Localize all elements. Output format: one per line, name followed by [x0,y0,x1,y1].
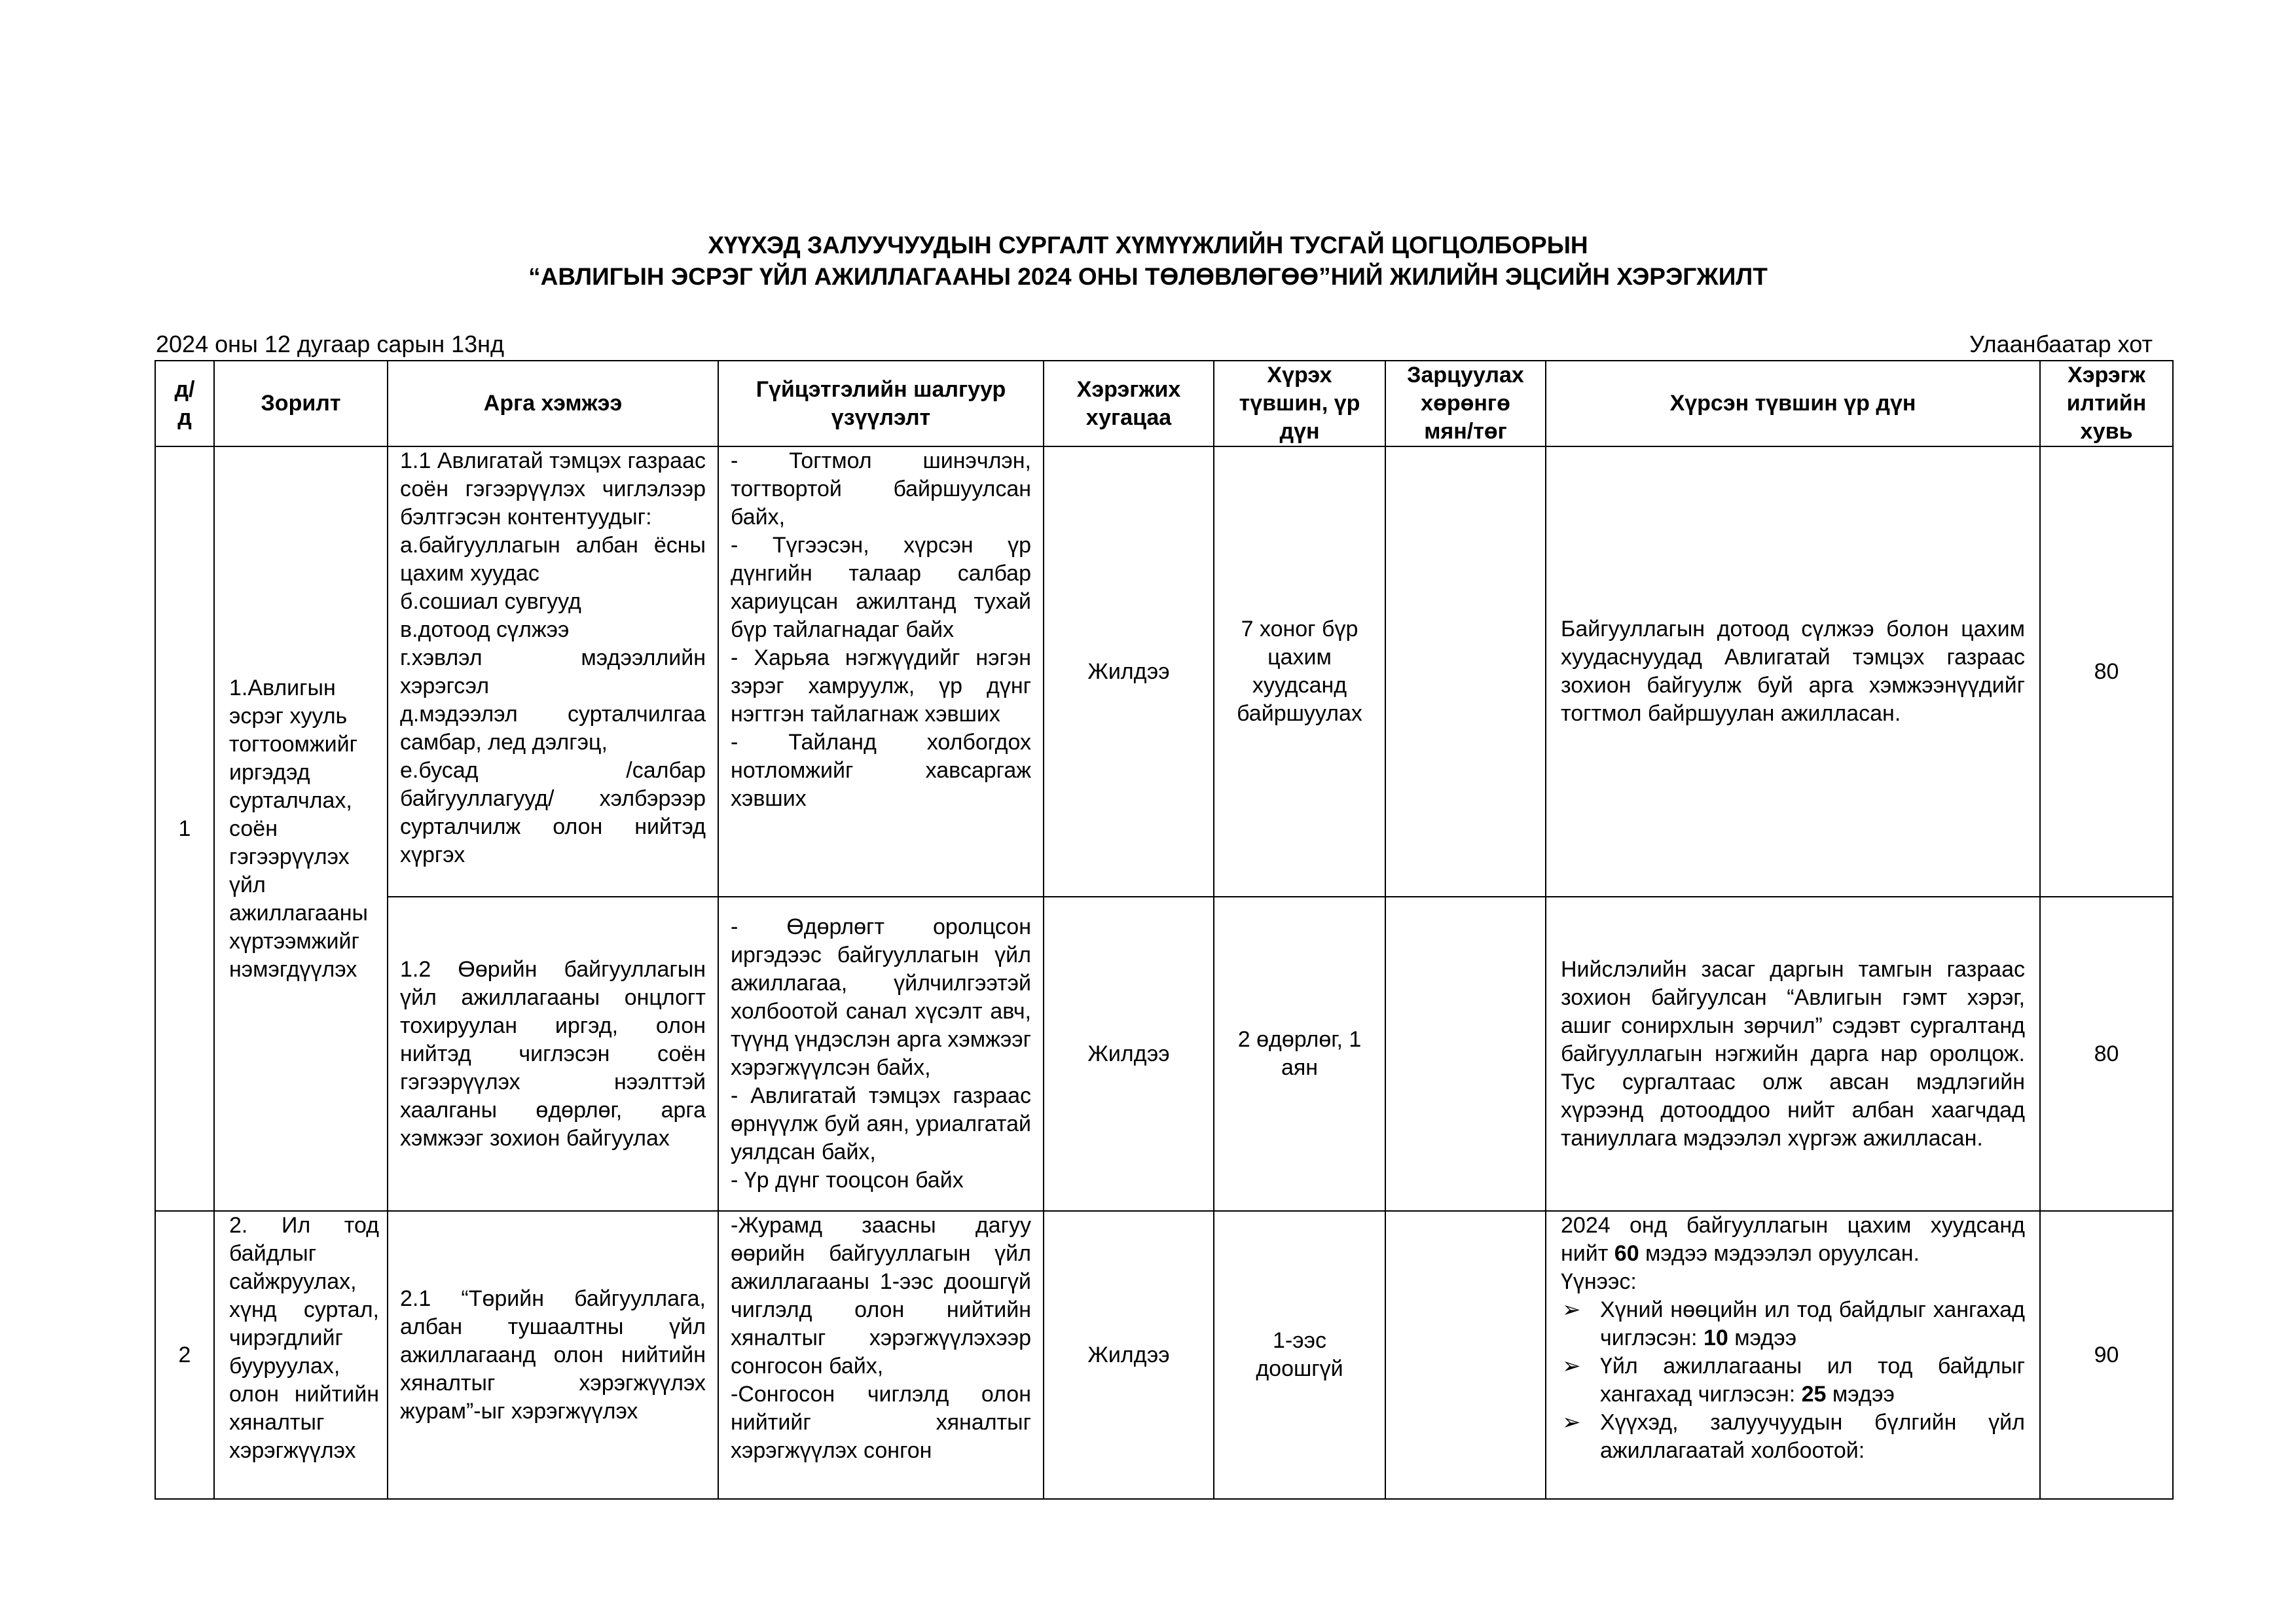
header-budget: Зарцуулах хөрөнгө мян/төг [1385,361,1546,446]
result-list [1561,1296,2025,1465]
criteria-cell: - Тогтмол шинэчлэн, тогтвортой байршуулсан байх, - Түгээсэн, хүрсэн үр дүнгийн талаар салбар хариуцсан ажилтанд тухай бүр тайлагнадаг байх - Харьяа нэгжүүдийг нэгэн зэрэг хамруулж, үр дүнг нэгтгэн тайлагнаж хэвших - Тайланд холбогдох нотломжийг хавсаргаж хэвших [718,446,1044,897]
measure-cell: 2.1 “Төрийн байгууллага, албан тушаалтны үйл ажиллагаанд олон нийтийн хяналтыг хэрэгжүүлэх журам”-ыг хэрэгжүүлэх [388,1211,718,1499]
result-subheading: Үүнээс: [1561,1269,1637,1294]
document-title-line2: “АВЛИГЫН ЭСРЭГ ҮЙЛ АЖИЛЛАГААНЫ 2024 ОНЫ ТӨЛӨВЛӨГӨӨ”НИЙ ЖИЛИЙН ЭЦСИЙН ХЭРЭГЖИЛТ [528,263,1768,290]
measure-cell: 1.2 Өөрийн байгууллагын үйл ажиллагааны онцлогт тохируулан иргэд, олон нийтэд чиглэсэн соён гэгээрүүлэх нээлттэй хаалганы өдөрлөг, арга хэмжээг зохион байгуулах [388,897,718,1211]
result-cell [1546,1211,2040,1499]
budget-cell [1385,1211,1546,1499]
budget-cell [1385,897,1546,1211]
header-deadline: Хэрэгжих хугацаа [1044,361,1214,446]
arrow-bullet-icon: ➢ [1562,1410,1581,1435]
criteria-cell: -Журамд заасны дагуу өөрийн байгууллагын үйл ажиллагааны 1-ээс доошгүй чиглэлд олон нийтийн хяналтыг хэрэгжүүлэхээр сонгосон байх, -Сонгосон чиглэлд олон нийтийг хяналтыг хэрэгжүүлэх сонгон [718,1211,1044,1499]
deadline-cell: Жилдээ [1044,897,1214,1211]
deadline-cell: Жилдээ [1044,446,1214,897]
deadline-cell: Жилдээ [1044,1211,1214,1499]
header-result: Хүрсэн түвшин үр дүн [1546,361,2040,446]
list-item: ➢ Хүүхэд, залуучуудын бүлгийн үйл ажиллагаатай холбоотой: [1562,1410,2025,1463]
arrow-bullet-icon: ➢ [1562,1354,1581,1379]
goal-cell: 1.Авлигын эсрэг хууль тогтоомжийг иргэдэд сурталчлах, соён гэгээрүүлэх үйл ажиллагааны хүртээмжийг нэмэгдүүлэх [214,446,388,1211]
header-goal: Зорилт [214,361,388,446]
percent-cell: 80 [2040,446,2173,897]
header-num: д/ д [155,361,214,446]
table-row [155,897,2173,1211]
target-cell: 1-ээс доошгүй [1214,1211,1385,1499]
target-cell: 2 өдөрлөг, 1 аян [1214,897,1385,1211]
table-header-row [155,361,2173,446]
row-number: 1 [155,446,214,1211]
header-target: Хүрэх түвшин, үр дүн [1214,361,1385,446]
list-item: ➢ Үйл ажиллагааны ил тод байдлыг хангахад чиглэсэн: 25 мэдээ [1562,1354,2025,1407]
list-item: ➢ Хүний нөөцийн ил тод байдлыг хангахад чиглэсэн: 10 мэдээ [1562,1297,2025,1350]
target-cell: 7 хоног бүр цахим хуудсанд байршуулах [1214,446,1385,897]
result-intro: 2024 онд байгууллагын цахим хуудсанд нийт 60 мэдээ мэдээлэл оруулсан. [1561,1213,2025,1266]
row-number: 2 [155,1211,214,1499]
document-title-line1: ХҮҮХЭД ЗАЛУУЧУУДЫН СУРГАЛТ ХҮМҮҮЖЛИЙН ТУСГАЙ ЦОГЦОЛБОРЫН [708,232,1588,259]
implementation-table [155,360,2174,1500]
header-criteria: Гүйцэтгэлийн шалгуур үзүүлэлт [718,361,1044,446]
table-row [155,446,2173,897]
percent-cell: 80 [2040,897,2173,1211]
document-date: 2024 оны 12 дугаар сарын 13нд [156,331,505,357]
goal-cell: 2. Ил тод байдлыг сайжруулах, хүнд суртал, чирэгдлийг бууруулах, олон нийтийн хяналтыг хэрэгжүүлэх [214,1211,388,1499]
table-row [155,1211,2173,1499]
budget-cell [1385,446,1546,897]
percent-cell: 90 [2040,1211,2173,1499]
arrow-bullet-icon: ➢ [1562,1297,1581,1322]
document-city: Улаанбаатар хот [1969,331,2153,357]
header-measure: Арга хэмжээ [388,361,718,446]
criteria-cell: - Өдөрлөгт оролцсон иргэдээс байгууллагын үйл ажиллагаа, үйлчилгээтэй холбоотой санал хүсэлт авч, түүнд үндэслэн арга хэмжээг хэрэгжүүлсэн байх, - Авлигатай тэмцэх газраас өрнүүлж буй аян, уриалгатай уялдсан байх, - Үр дүнг тооцсон байх [718,897,1044,1211]
measure-cell: 1.1 Авлигатай тэмцэх газраас соён гэгээрүүлэх чиглэлээр бэлтгэсэн контентуудыг: а.байгууллагын албан ёсны цахим хуудас б.сошиал сувгууд в.дотоод сүлжээ г.хэвлэл мэдээллийн хэрэгсэл д.мэдээлэл сурталчилгаа самбар, лед дэлгэц, е.бусад /салбар байгууллагууд/ хэлбэрээр сурталчилж олон нийтэд хүргэх [388,446,718,897]
result-cell: Байгууллагын дотоод сүлжээ болон цахим хуудаснуудад Авлигатай тэмцэх газраас зохион байгуулж буй арга хэмжээнүүдийг тогтмол байршуулан ажилласан. [1546,446,2040,897]
result-cell: Нийслэлийн засаг даргын тамгын газраас зохион байгуулсан “Авлигын гэмт хэрэг, ашиг сонирхлын зөрчил” сэдэвт сургалтанд байгууллагын нэгжийн дарга нар оролцож. Тус сургалтаас олж авсан мэдлэгийн хүрээнд дотооддоо нийт албан хаагчдад таниуллага мэдээлэл хүргэж ажилласан. [1546,897,2040,1211]
header-percent: Хэрэгж илтийн хувь [2040,361,2173,446]
